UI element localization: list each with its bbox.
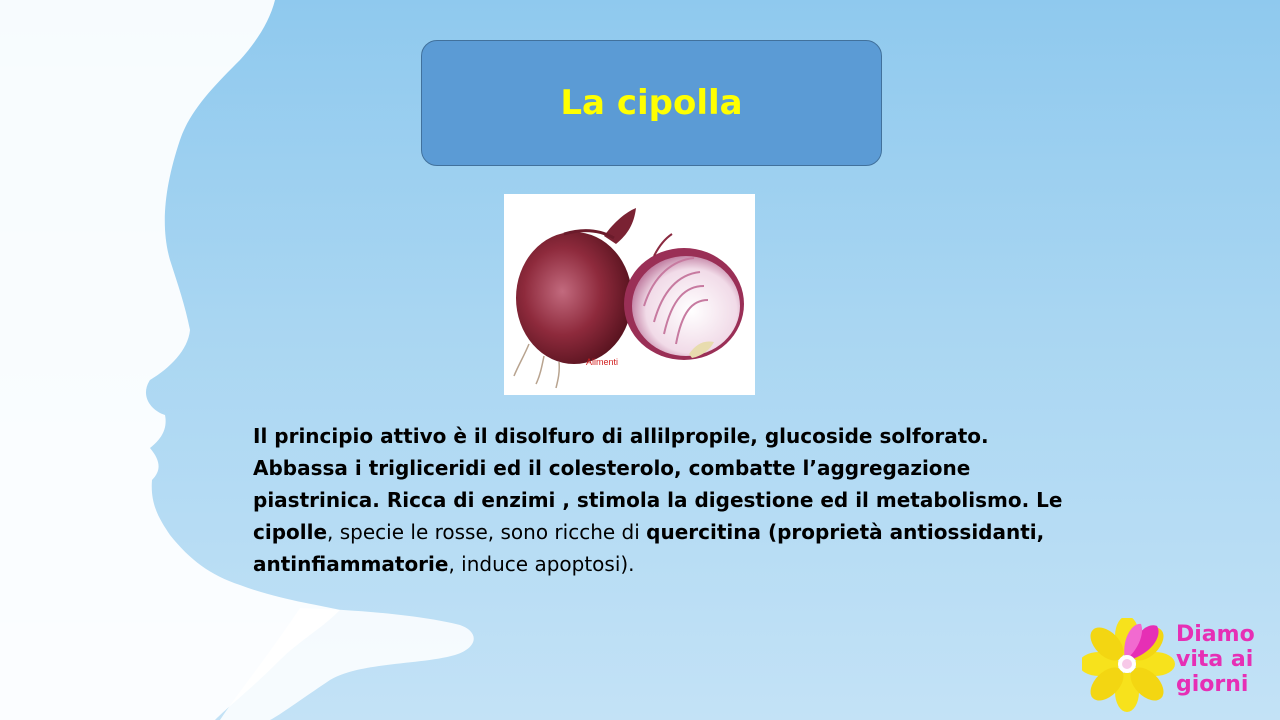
logo-line-1: Diamo — [1176, 622, 1255, 647]
slide-title: La cipolla — [560, 83, 743, 123]
body-text-bold-cipolle: cipolle — [253, 520, 328, 544]
body-text-bold-1: Il principio attivo è il disolfuro di allilpropile, glucoside solforato. Abbassa i trigliceridi ed il colesterolo, combatte l’aggregazione piastrinica. Ricca di enzimi , stimola la digestione ed il metabolismo. Le — [253, 424, 1063, 512]
body-paragraph — [253, 420, 1073, 580]
body-text-normal-2: , induce apoptosi). — [448, 552, 635, 576]
body-text-normal-1: , specie le rosse, sono ricche di — [327, 520, 647, 544]
onion-image-icon — [504, 194, 755, 395]
logo-line-2: vita ai — [1176, 647, 1254, 672]
onion-photo — [504, 194, 755, 395]
logo-text — [1176, 622, 1276, 697]
image-watermark: Alimenti — [586, 357, 619, 367]
title-box — [421, 40, 882, 166]
whole-onion — [516, 232, 632, 364]
half-onion-cut — [632, 256, 740, 356]
body-text-bold-quercitina: quercitina (proprietà antiossidanti, antinfiammatorie — [253, 520, 1045, 576]
logo-line-3: giorni — [1176, 672, 1249, 697]
